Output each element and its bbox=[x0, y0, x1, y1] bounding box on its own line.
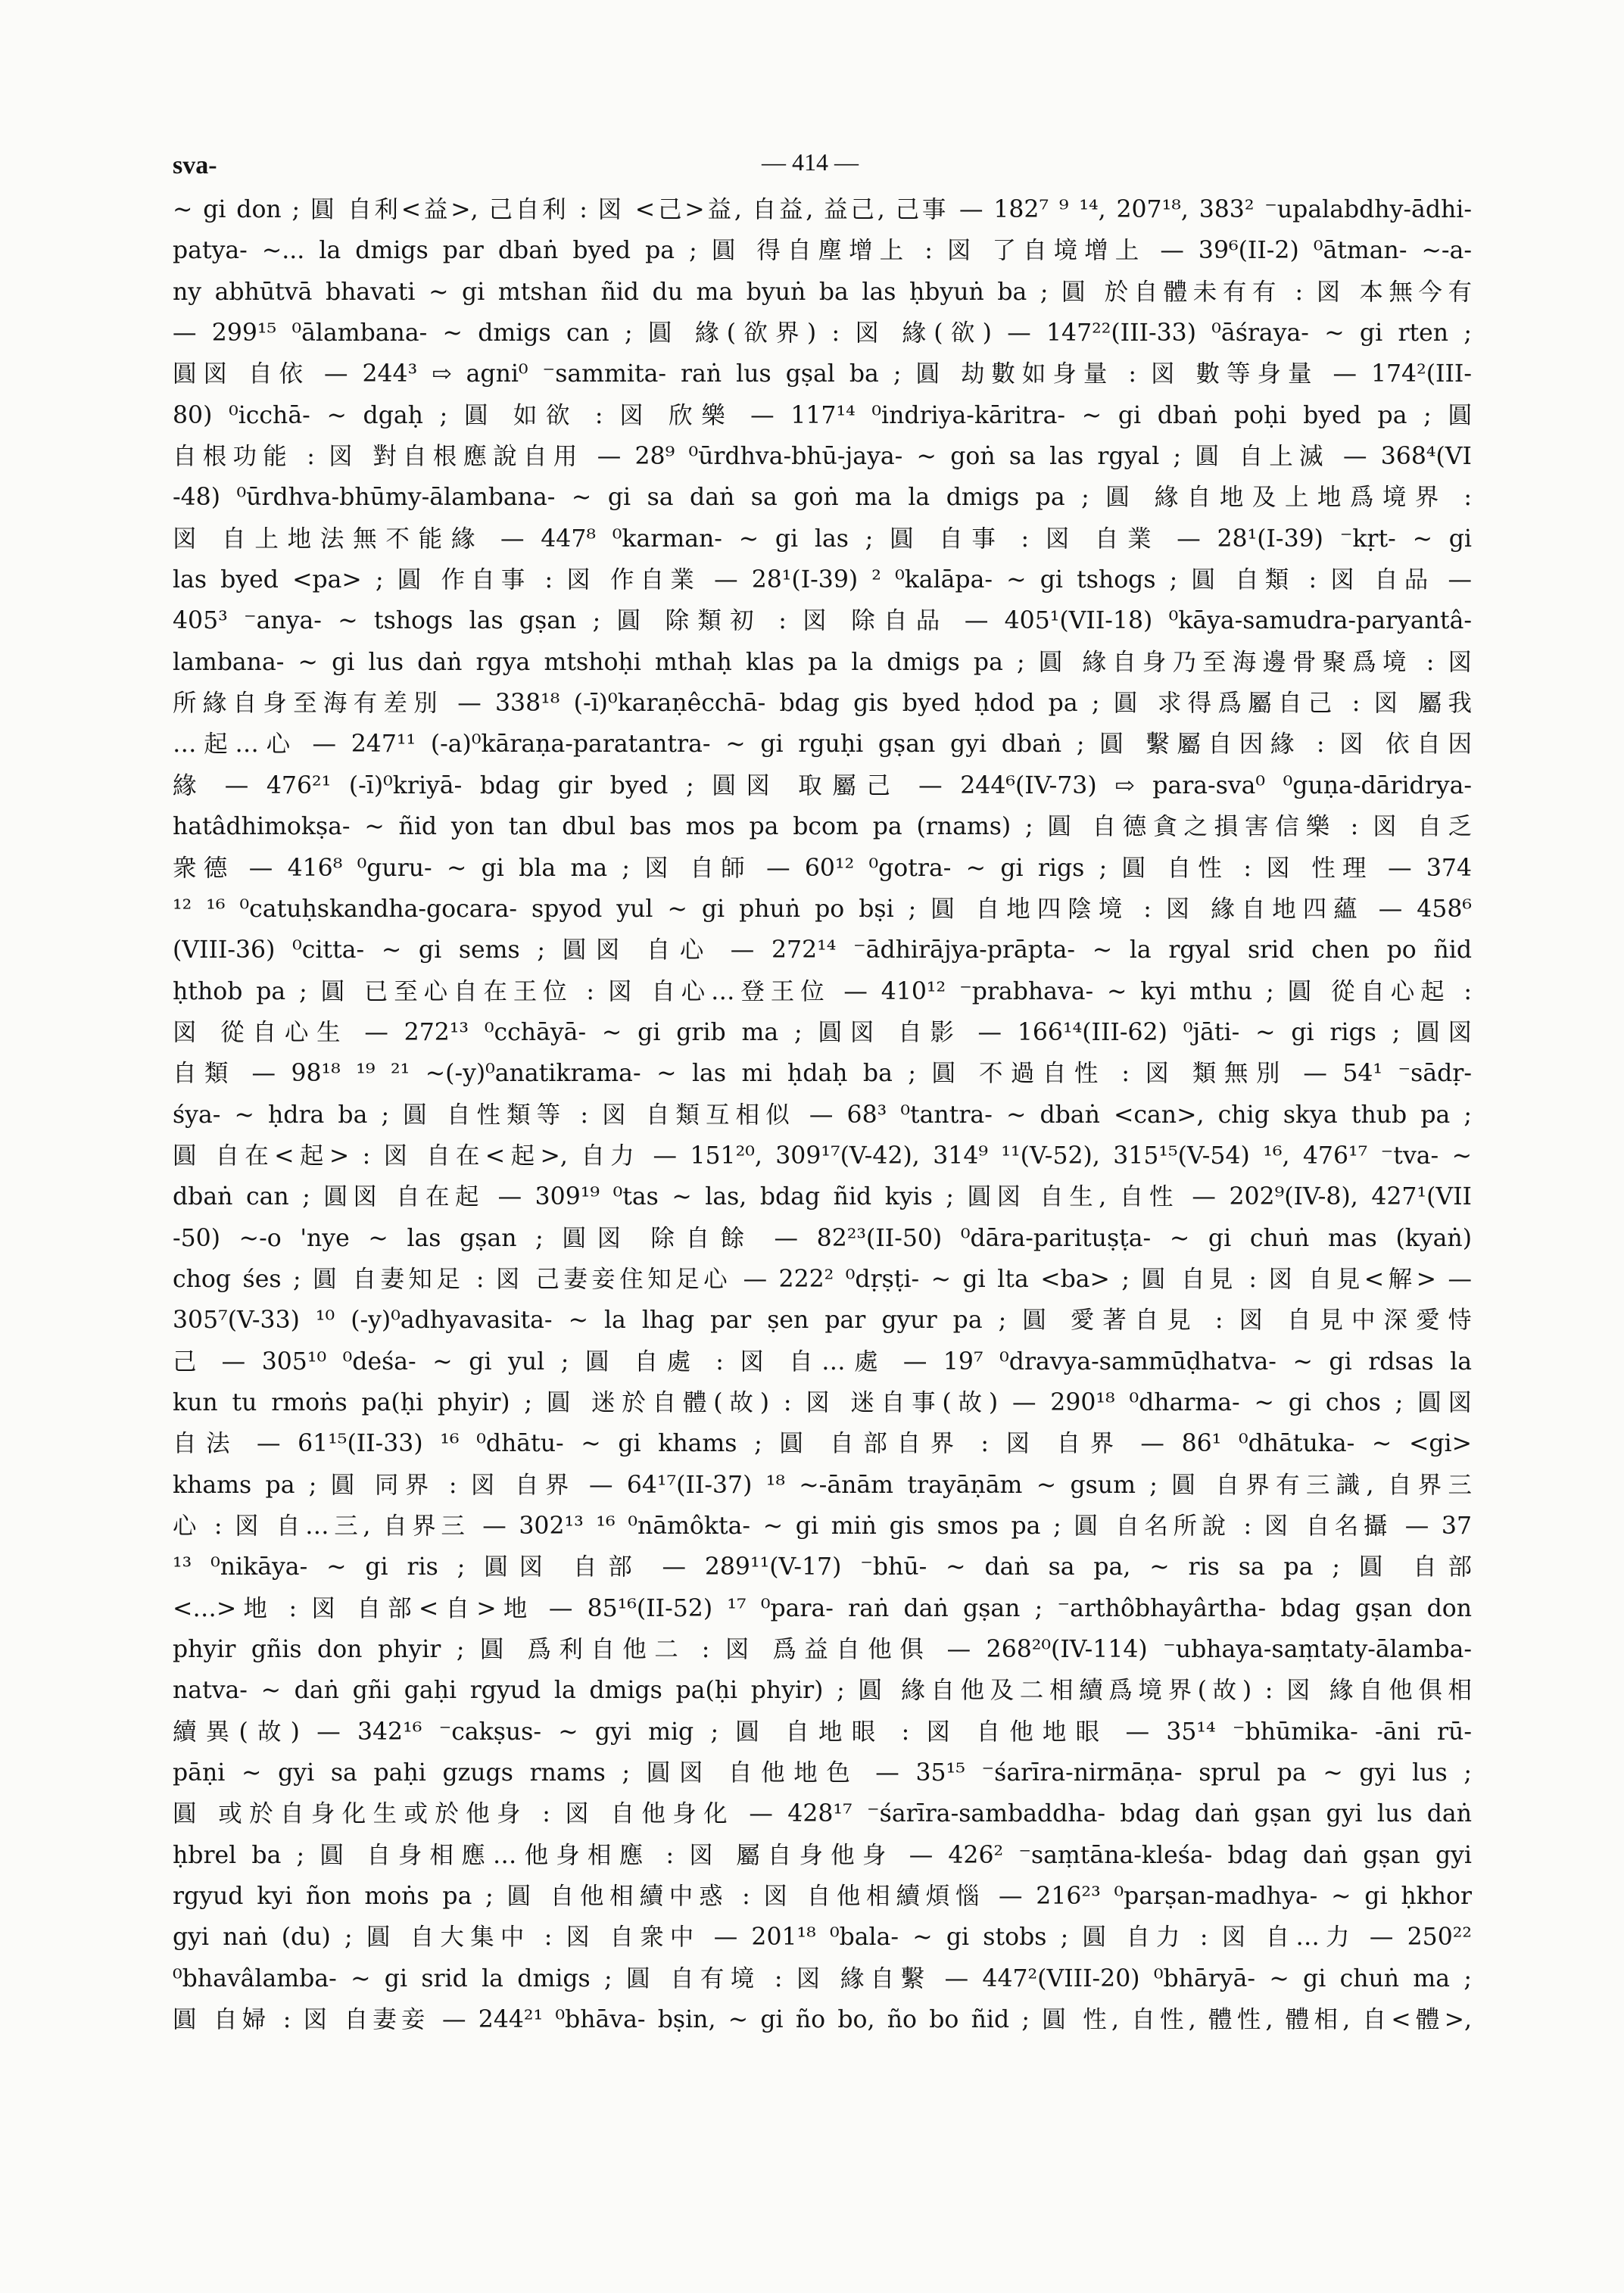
text-line: 圓図 自依 — 244³ ⇨ agni⁰ ⁻sammita- raṅ lus gṣal ba ; 圓 劫數如身量 : 図 數等身量 — 174²(III- bbox=[173, 360, 1472, 388]
text-line: ¹³ ⁰nikāya- ~ gi ris ; 圓図 自部 — 289¹¹(V-17) ⁻bhū- ~ daṅ sa pa, ~ ris sa pa ; 圓 自部 bbox=[173, 1553, 1472, 1581]
text-line: dbaṅ can ; 圓図 自在起 — 309¹⁹ ⁰tas ~ las, bdag ñid kyis ; 圓図 自生, 自性 — 202⁹(IV-8), 427¹(VII bbox=[173, 1183, 1472, 1211]
text-line: phyir gñis don phyir ; 圓 爲利自他二 : 図 爲益自他俱 — 268²⁰(IV-114) ⁻ubhaya-saṃtaty-ālamba- bbox=[173, 1636, 1472, 1664]
text-line: chog śes ; 圓 自妻知足 : 図 己妻妾住知足心 — 222² ⁰dṛṣṭi- ~ gi lta <ba> ; 圓 自見 : 図 自見<解> — bbox=[173, 1265, 1472, 1293]
text-line: 80) ⁰icchā- ~ dgaḥ ; 圓 如欲 : 図 欣樂 — 117¹⁴ ⁰indriya-kāritra- ~ gi dbaṅ poḥi byed pa ; 圓 bbox=[173, 401, 1472, 429]
text-line: 305⁷(V-33) ¹⁰ (-y)⁰adhyavasita- ~ la lhag par ṣen par gyur pa ; 圓 愛著自見 : 図 自見中深愛恃 bbox=[173, 1307, 1472, 1335]
text-line: 圓 或於自身化生或於他身 : 図 自他身化 — 428¹⁷ ⁻śarīra-sambaddha- bdag daṅ gṣan gyi lus daṅ bbox=[173, 1800, 1472, 1828]
text-line bbox=[173, 2040, 1472, 2081]
text-line: 図 自上地法無不能緣 — 447⁸ ⁰karman- ~ gi las ; 圓 自事 : 図 自業 — 28¹(I-39) ⁻kṛt- ~ gi bbox=[173, 525, 1472, 553]
text-line: 心 : 図 自…三, 自界三 — 302¹³ ¹⁶ ⁰nāmôkta- ~ gi miṅ gis smos pa ; 圓 自名所說 : 図 自名攝 — 37 bbox=[173, 1513, 1472, 1540]
text-line: 所緣自身至海有差別 — 338¹⁸ (-ī)⁰karaṇêcchā- bdag gis byed ḥdod pa ; 圓 求得爲屬自己 : 図 屬我 bbox=[173, 690, 1472, 718]
text-line: las byed <pa> ; 圓 作自事 : 図 作自業 — 28¹(I-39) ² ⁰kalāpa- ~ gi tshogs ; 圓 自類 : 図 自品 — bbox=[173, 566, 1472, 594]
text-line: 圓 自在<起> : 図 自在<起>, 自力 — 151²⁰, 309¹⁷(V-42), 314⁹ ¹¹(V-52), 315¹⁵(V-54) ¹⁶, 476¹⁷ ⁻tva- ~ bbox=[173, 1142, 1472, 1170]
text-line: 己 — 305¹⁰ ⁰deśa- ~ gi yul ; 圓 自處 : 図 自…處 — 19⁷ ⁰dravya-sammūḍhatva- ~ gi rdsas la bbox=[173, 1347, 1472, 1375]
running-headword: sva- bbox=[173, 151, 217, 179]
text-line: patya- ~... la dmigs par dbaṅ byed pa ; 圓 得自塵增上 : 図 了自境增上 — 39⁶(II-2) ⁰ātman- ~-a- bbox=[173, 237, 1472, 265]
text-line: -50) ~-o 'nye ~ las gṣan ; 圓図 除自餘 — 82²³(II-50) ⁰dāra-parituṣṭa- ~ gi chuṅ mas (kyaṅ) bbox=[173, 1224, 1472, 1252]
text-line: khams pa ; 圓 同界 : 図 自界 — 64¹⁷(II-37) ¹⁸ ~-ānām trayāṇām ~ gsum ; 圓 自界有三識, 自界三 bbox=[173, 1471, 1472, 1499]
text-line: ḥbrel ba ; 圓 自身相應…他身相應 : 図 屬自身他身 — 426² ⁻saṃtāna-kleśa- bdag daṅ gṣan gyi bbox=[173, 1841, 1472, 1869]
text-line: śya- ~ ḥdra ba ; 圓 自性類等 : 図 自類互相似 — 68³ ⁰tantra- ~ dbaṅ <can>, chig skya thub pa ; bbox=[173, 1101, 1472, 1129]
text-line: 自法 — 61¹⁵(II-33) ¹⁶ ⁰dhātu- ~ gi khams ; 圓 自部自界 : 図 自界 — 86¹ ⁰dhātuka- ~ <gi> bbox=[173, 1430, 1472, 1458]
text-line: natva- ~ daṅ gñi gaḥi rgyud la dmigs pa(ḥi phyir) ; 圓 緣自他及二相續爲境界(故) : 図 緣自他俱相 bbox=[173, 1677, 1472, 1705]
text-line: hatâdhimokṣa- ~ ñid yon tan dbul bas mos pa bcom pa (rnams) ; 圓 自德貪之損害信樂 : 図 自乏 bbox=[173, 813, 1472, 841]
text-line: gyi naṅ (du) ; 圓 自大集中 : 図 自衆中 — 201¹⁸ ⁰bala- ~ gi stobs ; 圓 自力 : 図 自…力 — 250²² bbox=[173, 1924, 1472, 1952]
text-line: 衆德 — 416⁸ ⁰guru- ~ gi bla ma ; 図 自師 — 60¹² ⁰gotra- ~ gi rigs ; 圓 自性 : 図 性理 — 374 bbox=[173, 854, 1472, 882]
text-line: 自根功能 : 図 對自根應說自用 — 28⁹ ⁰ūrdhva-bhū-jaya- ~ goṅ sa las rgyal ; 圓 自上滅 — 368⁴(VI bbox=[173, 443, 1472, 471]
text-line: pāṇi ~ gyi sa paḥi gzugs rnams ; 圓図 自他地色 — 35¹⁵ ⁻śarīra-nirmāṇa- sprul pa ~ gyi lus ; bbox=[173, 1759, 1472, 1787]
text-line: …起…心 — 247¹¹ (-a)⁰kāraṇa-paratantra- ~ gi rguḥi gṣan gyi dbaṅ ; 圓 繫屬自因緣 : 図 依自因 bbox=[173, 731, 1472, 759]
text-line: -48) ⁰ūrdhva-bhūmy-ālambana- ~ gi sa daṅ sa goṅ ma la dmigs pa ; 圓 緣自地及上地爲境界 : bbox=[173, 484, 1472, 512]
text-line: 自類 — 98¹⁸ ¹⁹ ²¹ ~(-y)⁰anatikrama- ~ las mi ḥdaḥ ba ; 圓 不過自性 : 図 類無別 — 54¹ ⁻sādṛ- bbox=[173, 1060, 1472, 1088]
text-line: ¹² ¹⁶ ⁰catuḥskandha-gocara- spyod yul ~ gi phuṅ po bṣi ; 圓 自地四陰境 : 図 緣自地四蘊 — 458⁶ bbox=[173, 895, 1472, 923]
text-line: ḥthob pa ; 圓 已至心自在王位 : 図 自心…登王位 — 410¹² ⁻prabhava- ~ kyi mthu ; 圓 從自心起 : bbox=[173, 977, 1472, 1005]
text-line: ~ gi don ; 圓 自利<益>, 己自利 : 図 <己>益, 自益, 益己, 己事 — 182⁷ ⁹ ¹⁴, 207¹⁸, 383² ⁻upalabdhy-ādhi- bbox=[173, 196, 1472, 223]
text-line: 405³ ⁻anya- ~ tshogs las gṣan ; 圓 除類初 : 図 除自品 — 405¹(VII-18) ⁰kāya-samudra-paryantâ- bbox=[173, 607, 1472, 635]
text-line: 續異(故) — 342¹⁶ ⁻cakṣus- ~ gyi mig ; 圓 自地眼 : 図 自他地眼 — 35¹⁴ ⁻bhūmika- -āni rū- bbox=[173, 1718, 1472, 1746]
text-line: — 299¹⁵ ⁰ālambana- ~ dmigs can ; 圓 緣(欲界) : 図 緣(欲) — 147²²(III-33) ⁰āśraya- ~ gi rten ; bbox=[173, 319, 1472, 347]
text-line: <…>地 : 図 自部<自>地 — 85¹⁶(II-52) ¹⁷ ⁰para- raṅ daṅ gṣan ; ⁻arthôbhayârtha- bdag gṣan don bbox=[173, 1594, 1472, 1622]
text-line: ny abhūtvā bhavati ~ gi mtshan ñid du ma byuṅ ba las ḥbyuṅ ba ; 圓 於自體未有有 : 図 本無今有 bbox=[173, 278, 1472, 306]
text-line: kun tu rmoṅs pa(ḥi phyir) ; 圓 迷於自體(故) : 図 迷自事(故) — 290¹⁸ ⁰dharma- ~ gi chos ; 圓図 bbox=[173, 1388, 1472, 1416]
text-line: ⁰bhavâlamba- ~ gi srid la dmigs ; 圓 自有境 : 図 緣自繫 — 447²(VIII-20) ⁰bhāryā- ~ gi chuṅ ma ; bbox=[173, 1964, 1472, 1992]
text-line: 圓 自婦 : 図 自妻妾 — 244²¹ ⁰bhāva- bṣin, ~ gi ño bo, ño bo ñid ; 圓 性, 自性, 體性, 體相, 自<體>, bbox=[173, 2006, 1472, 2034]
text-line: 図 從自心生 — 272¹³ ⁰cchāyā- ~ gi grib ma ; 圓図 自影 — 166¹⁴(III-62) ⁰jāti- ~ gi rigs ; 圓図 bbox=[173, 1018, 1472, 1046]
text-line: rgyud kyi ñon moṅs pa ; 圓 自他相續中惑 : 図 自他相續煩惱 — 216²³ ⁰parṣan-madhya- ~ gi ḥkhor bbox=[173, 1883, 1472, 1911]
entry-body bbox=[173, 189, 1472, 2082]
text-line: lambana- ~ gi lus daṅ rgya mtshoḥi mthaḥ klas pa la dmigs pa ; 圓 緣自身乃至海邊骨聚爲境 : 図 bbox=[173, 648, 1472, 676]
page-number: — 414 — bbox=[762, 148, 859, 176]
text-line: (VIII-36) ⁰citta- ~ gi sems ; 圓図 自心 — 272¹⁴ ⁻ādhirājya-prāpta- ~ la rgyal srid chen po ñid bbox=[173, 936, 1472, 964]
text-line: 緣 — 476²¹ (-ī)⁰kriyā- bdag gir byed ; 圓図 取屬己 — 244⁶(IV-73) ⇨ para-sva⁰ ⁰guṇa-dāridrya- bbox=[173, 771, 1472, 799]
